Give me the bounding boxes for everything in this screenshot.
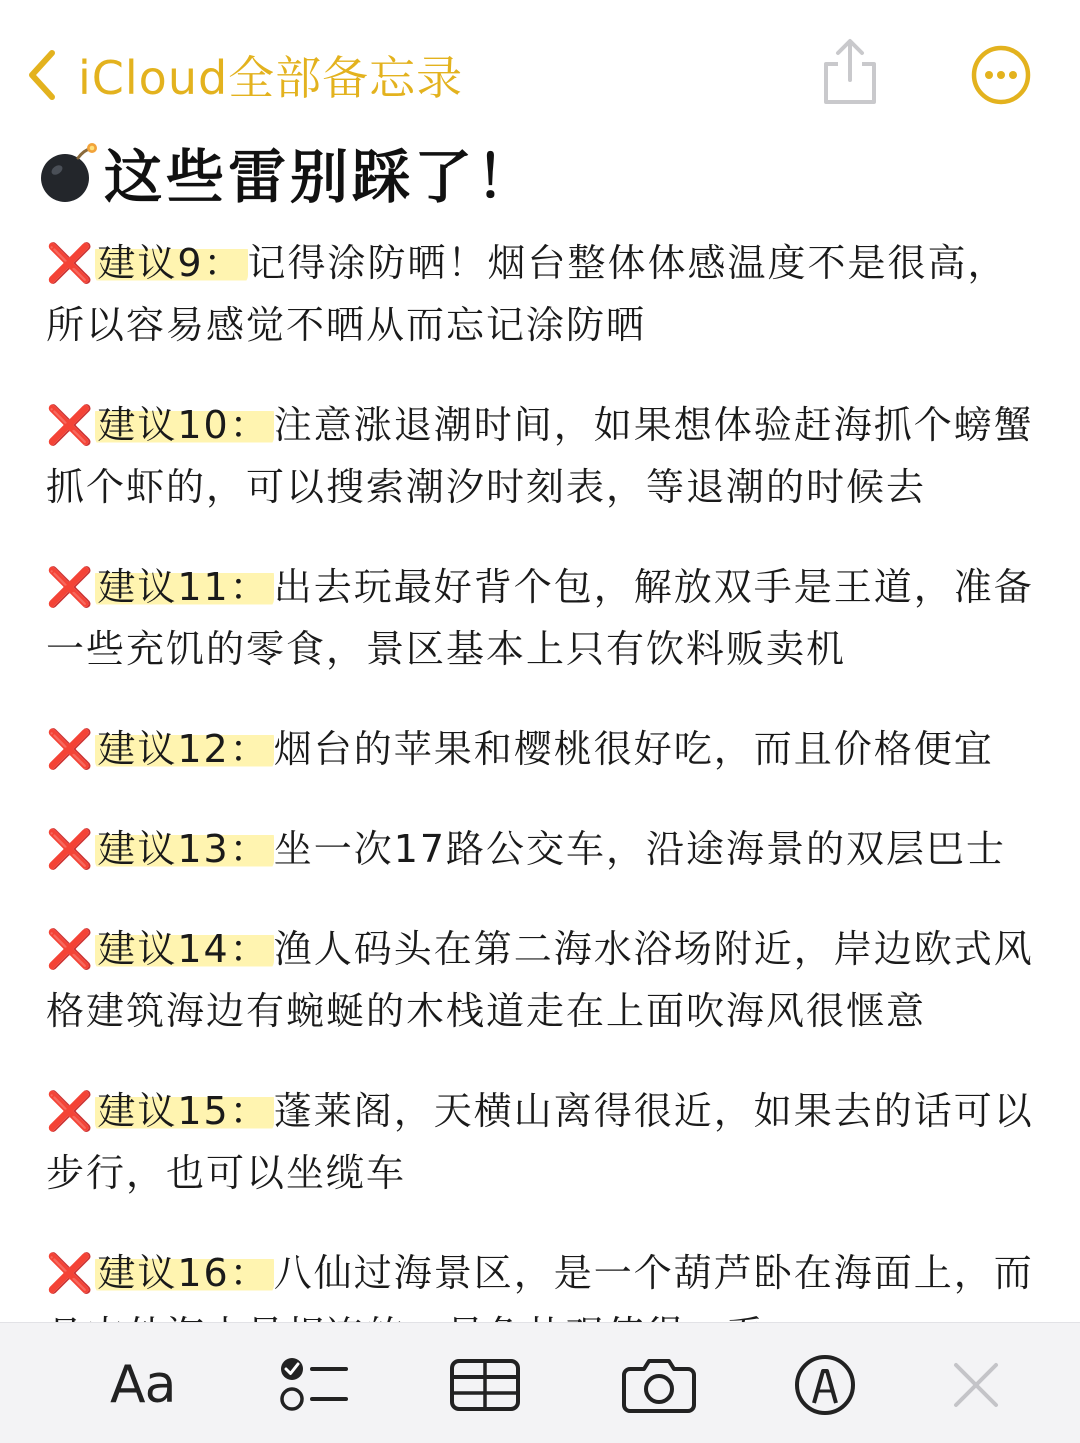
cross-mark-icon: ❌ xyxy=(46,827,96,871)
cross-mark-icon: ❌ xyxy=(46,241,96,285)
table-button[interactable] xyxy=(448,1353,522,1417)
cross-mark-icon: ❌ xyxy=(46,565,96,609)
format-icon: Aa xyxy=(110,1355,176,1415)
note-title: 这些雷别踩了！ xyxy=(104,143,539,211)
tip-text: 记得涂防晒！烟台整体体感温度不是很高，所以容易感觉不晒从而忘记涂防晒 xyxy=(46,241,1008,347)
tip-label: 建议14： xyxy=(95,927,273,971)
tip-text: 蓬莱阁，天横山离得很近，如果去的话可以步行，也可以坐缆车 xyxy=(46,1089,1034,1195)
table-icon xyxy=(448,1353,522,1417)
back-label: iCloud全部备忘录 xyxy=(78,51,464,105)
tip-item xyxy=(46,1080,1036,1204)
cross-mark-icon: ❌ xyxy=(46,1089,96,1133)
nav-bar xyxy=(0,0,1080,130)
tip-item xyxy=(46,818,1036,880)
cross-mark-icon: ❌ xyxy=(46,1251,96,1295)
close-button[interactable] xyxy=(948,1353,1004,1417)
tip-item xyxy=(46,718,1036,780)
tip-text: 注意涨退潮时间，如果想体验赶海抓个螃蟹抓个虾的，可以搜索潮汐时刻表，等退潮的时候去 xyxy=(46,403,1034,509)
bottom-toolbar xyxy=(0,1322,1080,1443)
checklist-button[interactable] xyxy=(278,1353,350,1417)
chevron-left-icon xyxy=(22,45,62,105)
cross-mark-icon: ❌ xyxy=(46,403,96,447)
tip-label: 建议9： xyxy=(95,241,247,285)
cross-mark-icon: ❌ xyxy=(46,927,96,971)
tip-text: 八仙过海景区，是一个葫芦卧在海面上，而 xyxy=(273,1251,1034,1295)
tip-label: 建议11： xyxy=(95,565,273,609)
tip-label: 建议12： xyxy=(95,727,273,771)
camera-icon xyxy=(620,1353,698,1417)
tip-item xyxy=(46,556,1036,680)
tip-label: 建议16： xyxy=(95,1251,273,1295)
share-icon xyxy=(818,36,882,108)
tip-text: 烟台的苹果和樱桃很好吃，而且价格便宜 xyxy=(273,727,994,771)
cross-mark-icon: ❌ xyxy=(46,727,96,771)
tip-text: 渔人码头在第二海水浴场附近，岸边欧式风格建筑海边有蜿蜒的木栈道走在上面吹海风很惬意 xyxy=(46,927,1034,1033)
note-heading xyxy=(38,132,538,212)
tip-item xyxy=(46,918,1036,1042)
bomb-icon xyxy=(38,140,102,204)
markup-button[interactable] xyxy=(792,1353,858,1417)
camera-button[interactable] xyxy=(620,1353,698,1417)
tip-text: 出去玩最好背个包，解放双手是王道，准备一些充饥的零食，景区基本上只有饮料贩卖机 xyxy=(46,565,1034,671)
markup-icon xyxy=(792,1353,858,1417)
tip-label: 建议15： xyxy=(95,1089,273,1133)
tip-item xyxy=(46,394,1036,518)
tip-text: 坐一次17路公交车，沿途海景的双层巴士 xyxy=(273,827,1007,871)
tip-label: 建议10： xyxy=(95,403,273,447)
tip-label: 建议13： xyxy=(95,827,273,871)
format-button[interactable] xyxy=(110,1353,190,1417)
close-icon xyxy=(948,1353,1004,1417)
note-body[interactable] xyxy=(46,232,1036,1387)
back-button[interactable] xyxy=(22,40,463,110)
checklist-icon xyxy=(278,1353,350,1417)
tip-item xyxy=(46,232,1036,356)
more-icon xyxy=(970,44,1032,106)
more-button[interactable] xyxy=(970,44,1032,106)
share-button[interactable] xyxy=(818,36,882,108)
